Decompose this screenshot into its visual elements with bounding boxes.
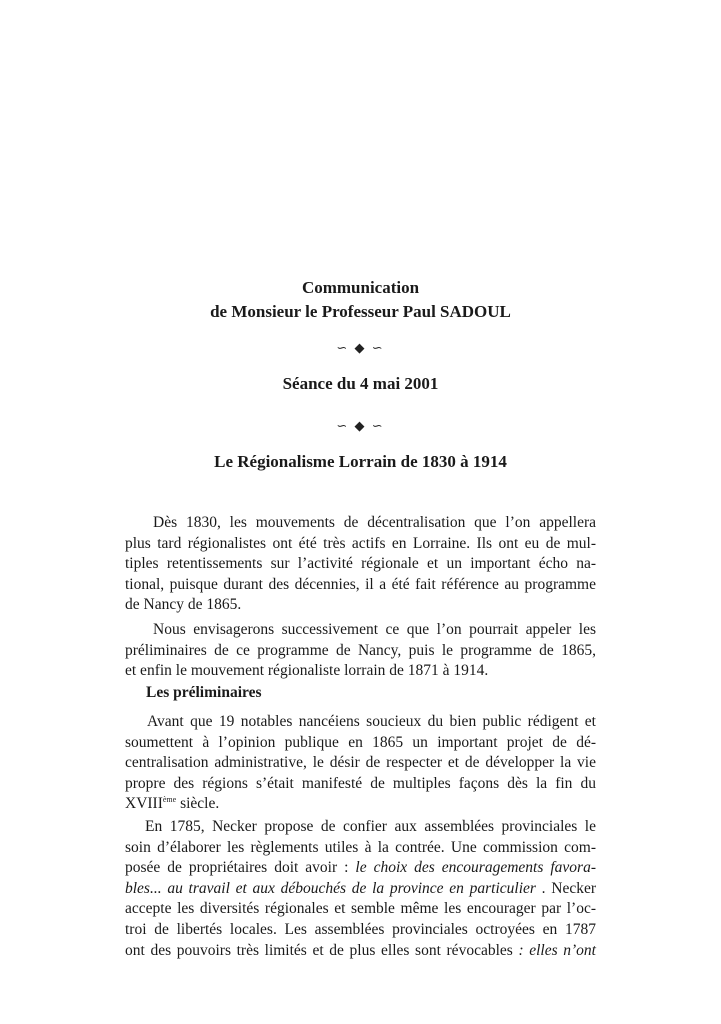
text-line: troi de libertés locales. Les assemblées provinciales octroyées en 1787	[125, 920, 596, 938]
text-line: Dès 1830, les mouvements de décentralisation que l’on appellera	[153, 514, 596, 531]
text-line: préliminaires de ce programme de Nancy, puis le programme de 1865,	[125, 641, 596, 659]
text-line: de Nancy de 1865.	[125, 596, 242, 614]
text-line: plus tard régionalistes ont été très actifs en Lorraine. Ils ont eu de mul-	[125, 534, 596, 552]
ornament-divider-icon: ∽ ◆ ∽	[336, 340, 385, 355]
text-line: propre des régions s’était manifesté de multiples façons dès la fin du	[125, 774, 596, 792]
text-fragment: . Necker	[535, 879, 596, 897]
paragraph-preliminaries	[125, 712, 596, 815]
superscript: ème	[162, 795, 177, 805]
text-line: centralisation administrative, le désir de respecter et de développer la vie	[125, 754, 596, 772]
text-line: soin d’élaborer les règlements utiles à la contrée. Une commission com-	[125, 838, 596, 856]
ornament-divider-icon: ∽ ◆ ∽	[336, 418, 385, 433]
text-line	[125, 794, 596, 815]
quote-fragment: le choix des encouragements favora-	[355, 859, 596, 877]
text-line: tional, puisque durant des décennies, il a été fait référence au programme	[125, 575, 596, 593]
text-line	[125, 941, 596, 962]
text-fragment: XVIII	[125, 795, 163, 813]
text-fragment: posée de propriétaires doit avoir :	[125, 859, 356, 877]
text-line: tiples retentissements sur l’activité régionale et un important écho na-	[125, 555, 596, 573]
paragraph-intro	[125, 513, 596, 616]
session-date: Séance du 4 mai 2001	[282, 374, 439, 393]
text-fragment: siècle.	[176, 795, 220, 813]
paragraph-plan	[125, 620, 596, 682]
quote-fragment: : elles n’ont	[518, 941, 596, 959]
text-line	[125, 879, 596, 900]
text-line: En 1785, Necker propose de confier aux assemblées provinciales le	[145, 818, 596, 835]
paragraph-necker	[125, 817, 596, 961]
text-line: accepte les diversités régionales et semble même les encourager par l’oc-	[125, 900, 596, 918]
title-communication: Communication	[301, 278, 420, 297]
section-heading: Les préliminaires	[146, 684, 262, 701]
text-fragment: ont des pouvoirs très limités et de plus elles sont révocables	[125, 941, 519, 959]
article-title: Le Régionalisme Lorrain de 1830 à 1914	[214, 452, 507, 471]
text-line: Nous envisagerons successivement ce que l’on pourrait appeler les	[153, 621, 596, 638]
title-author: de Monsieur le Professeur Paul SADOUL	[210, 302, 511, 321]
text-line: et enfin le mouvement régionaliste lorrain de 1871 à 1914.	[125, 662, 489, 680]
text-line: Avant que 19 notables nancéiens soucieux du bien public rédigent et	[147, 713, 596, 730]
text-line	[125, 858, 596, 879]
quote-fragment: bles... au travail et aux débouchés de la province en particulier	[125, 879, 536, 897]
text-line: soumettent à l’opinion publique en 1865 un important projet de dé-	[125, 733, 596, 751]
